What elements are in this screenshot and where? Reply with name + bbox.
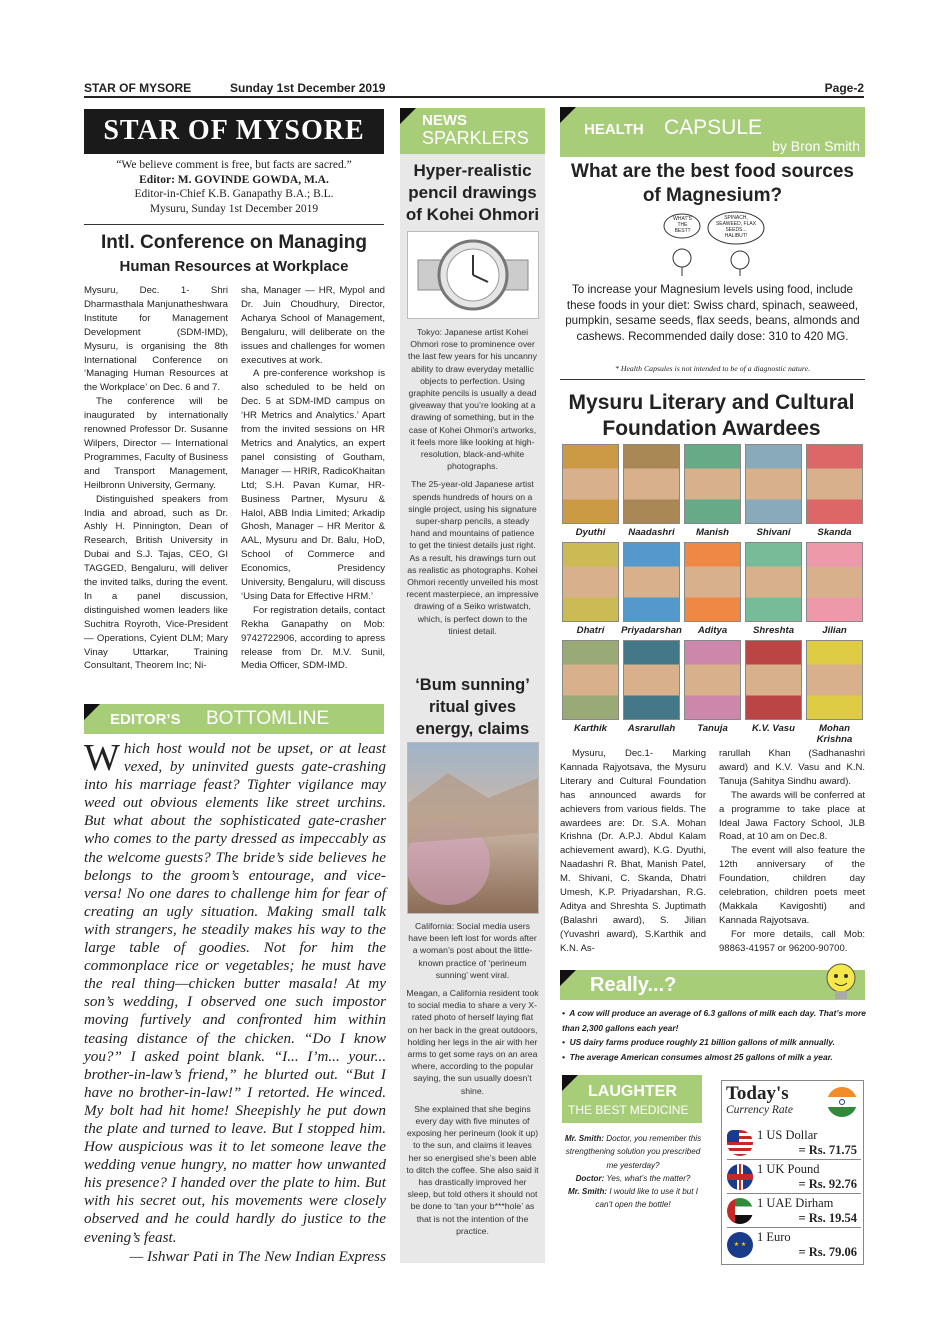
bottomline-article: Which host would not be upset, or at least vexed, by uninvited guests gate-crashing into his marriage feast? Tighter vigilance may weed out obvious elements like street urchins. But what about the sophisticated gate-crasher who comes to the party dressed as impeccably as the welcome guests? The bride’s side believes he belongs to the groom’s entourage, and vice-versa! No one dares to challenge him for fear of creating an ugly situation. Making small talk with strangers, he steadily makes his way to the large table of goodies. Not for him the commonplace rice or vegetables; he must have the real thing—chicken butter masala! At my son’s wedding, I observed one such impostor moving furtively and confronted him within teasing distance of the chicken. “Do I know you?” I asked point blank. “I... I’m... your... brother-in-law’s friend,” he blurted out. “But I have no brother-in-law!” I retorted. He winced. My bolt had hit home! Sheepishly he put down the plate and turned to leave. But I stopped him. How auspicious was it to let someone leave the wedding venue hungry, no matter how unwanted his presence? I handed over the plate to him. But with his secret out, his movements were closely observed and he could hardly do justice to the evening’s feast. — Ishwar Pati in The New Indian Express bbox=[84, 737, 386, 1265]
paper-name: STAR OF MYSORE bbox=[84, 81, 192, 95]
awardee-photo bbox=[623, 542, 680, 622]
health-byline: by Bron Smith bbox=[772, 138, 860, 154]
masthead-banner: STAR OF MYSORE bbox=[84, 109, 384, 154]
milk-facts bbox=[562, 1006, 867, 1064]
awardee-name: Asrarullah bbox=[627, 723, 676, 734]
awardees-column-2: rarullah Khan (Sadhanashri award) and K.V. Vasu and K.N. Tanuja (Sahitya Sindhu award). The awards will be conferred at a programme to take place at Ideal Jawa Factory School, JLB Road, at 10 am on Dec.8. The event will also feature the 12th anniversary of the Foundation, children day celebration, children poets meet (Makkala Kavigoshti) and Kannada Rajyotsava. For more details, call Mob: 98863-41957 or 96200-90700. bbox=[719, 748, 865, 954]
bum-sunning-headline: ‘Bum sunning’ ritual gives energy, claims bbox=[415, 676, 530, 738]
laughter-banner bbox=[562, 1075, 702, 1123]
awardee-name: Naadashri bbox=[628, 527, 675, 538]
chief-editor-line: Editor-in-Chief K.B. Ganapathy B.A.; B.L. bbox=[134, 188, 334, 200]
awardee-photo bbox=[684, 542, 741, 622]
awardee-photo bbox=[562, 640, 619, 720]
bottomline-label-2: BOTTOMLINE bbox=[206, 708, 330, 729]
bottomline-label-1: EDITOR’S bbox=[110, 711, 181, 728]
uk-flag-icon bbox=[727, 1164, 753, 1190]
news-label-1: NEWS bbox=[422, 112, 467, 129]
laughter-label-2: THE BEST MEDICINE bbox=[568, 1103, 689, 1117]
awardee-photo bbox=[806, 640, 863, 720]
awardee-photo bbox=[745, 640, 802, 720]
news-sparklers-banner bbox=[400, 108, 545, 154]
rate-row-eur: ★ ★ 1 Euro = Rs. 79.06 bbox=[727, 1229, 861, 1262]
india-flag-icon bbox=[827, 1087, 857, 1117]
awardee-name: Manish bbox=[695, 527, 730, 538]
health-cartoon bbox=[662, 210, 766, 276]
awardee-photos bbox=[560, 444, 865, 744]
bum-sunning-article: California: Social media users have been left lost for words after a woman’s post about the little-known practice of ‘perineum sunning’ went viral. Meagan, a California resident took to social media to share a very X-rated photo of herself laying flat on her back in the great outdoors, holding her legs in the air with her arms to get some rays on an area where, according to the popular saying, the sun usually doesn’t shine. She explained that she begins every day with five minutes of exposing her perineum (look it up) to the sun, and claims it leaves her so energised she’s been able to ditch the coffee. She also said it has drastically improved her sleep, but told others it should not be done to ‘tan your b***hole’ as that is not the intention of the practice. bbox=[406, 921, 539, 1236]
us-flag-icon bbox=[727, 1130, 753, 1156]
health-capsule-banner bbox=[560, 107, 865, 157]
health-title: What are the best food sources of Magnesium? bbox=[571, 161, 854, 206]
awardee-name: Dyuthi bbox=[575, 527, 606, 538]
conference-subheadline: Human Resources at Workplace bbox=[119, 258, 349, 275]
drop-cap: W bbox=[84, 737, 120, 779]
awardee-photo bbox=[806, 444, 863, 524]
woman-outdoors-photo bbox=[407, 742, 539, 914]
really-label: Really...? bbox=[590, 974, 677, 996]
awardee-photo bbox=[684, 640, 741, 720]
bottomline-banner bbox=[84, 704, 384, 734]
awardee-name: Priyadarshan bbox=[621, 625, 682, 636]
awardee-photo bbox=[745, 444, 802, 524]
awardee-photo bbox=[806, 542, 863, 622]
awardee-name: Shivani bbox=[756, 527, 791, 538]
awardee-photo bbox=[623, 444, 680, 524]
awardee-name: Karthik bbox=[573, 723, 608, 734]
laughter-label-1: LAUGHTER bbox=[588, 1083, 677, 1100]
rate-row-gbp: 1 UK Pound = Rs. 92.76 bbox=[727, 1161, 861, 1194]
health-disclaimer: * Health Capsules is not intended to be of a diagnostic nature. bbox=[614, 364, 811, 373]
rate-row-usd: 1 US Dollar = Rs. 71.75 bbox=[727, 1127, 861, 1160]
awardees-column-1: Mysuru, Dec.1- Marking Kannada Rajyotsava, the Mysuru Literary and Cultural Foundation has announced awards for achievers from various fields. The awardees are: Dr. S.A. Mohan Krishna (Dr. A.P.J. Abdul Kalam achievement award), K.G. Dyuthi, Naadashri R. Bhat, Manish Patel, M. Shivani, C. Skanda, Dhatri Umesh, K.P. Priyadarshan, R.G. Aditya and Shreshta S. Juptimath (Balashri award), S. Jilian (Yuvashri award), S.Karthik and K.N. As- bbox=[560, 748, 706, 954]
rate-title: Today's bbox=[726, 1083, 789, 1104]
awardee-name: Mohan Krishna bbox=[816, 723, 853, 745]
rate-subtitle: Currency Rate bbox=[726, 1104, 793, 1116]
dateline: Mysuru, Sunday 1st December 2019 bbox=[149, 202, 319, 215]
health-label-2: CAPSULE bbox=[664, 116, 763, 139]
health-text: To increase your Magnesium levels using food, include these foods in your diet: Swiss chard, spinach, seaweed, pumpkin, sesame seeds, flax seeds, beans, almonds and cashews. Recommended daily dose: 310 to 420 MG. bbox=[565, 283, 860, 343]
conference-column-2: sha, Manager — HR, Mypol and Dr. Juin Choudhury, Director, Acharya School of Management, Bengaluru, will deliberate on the issues and challenges for women executives at work. A pre-conference workshop is also scheduled to be held on Dec. 5 at SDM-IMD campus on ‘HR Metrics and Analytics.’ Apart from the invited sessions on HR Metrics and Analytics, an expert panel consisting of Goutham, Manager — HRIR, RadicoKhaitan Ltd; S.H. Pavan Kumar, HR-Business Partner, Mysuru & Halol, ABB India Limited; Arkadip Ghosh, Manager – HR Meritor & AAL, Mysuru and Dr. Balu, HoD, School of Commerce and Economics, Presidency University, Bengaluru, will discuss ‘Using Data for Effective HRM.’ For registration details, contact Rekha Ganapathy on Mob: 9742722906, according to apress release from Dr. M.V. Sunil, Media Officer, SDM-IMD. bbox=[241, 285, 385, 672]
awardee-name: Tanuja bbox=[697, 723, 728, 734]
page-header bbox=[84, 78, 864, 98]
awardee-name: Jilian bbox=[822, 625, 847, 636]
cartoon-bubble-2: SPINACH, SEAWEED, FLAX SEEDS... HALIBUT! bbox=[715, 215, 757, 239]
eu-flag-icon: ★ ★ bbox=[727, 1232, 753, 1258]
currency-rate-box bbox=[721, 1080, 864, 1265]
page-number: Page-2 bbox=[824, 81, 864, 95]
issue-date: Sunday 1st December 2019 bbox=[230, 81, 386, 95]
motto: “We believe comment is free, but facts are sacred.” bbox=[116, 159, 352, 171]
fact-item: • US dairy farms produce roughly 21 billion gallons of milk annually. bbox=[562, 1037, 836, 1047]
cartoon-bubble-1: WHAT'S THE BEST? bbox=[673, 216, 692, 234]
awardee-name: K.V. Vasu bbox=[751, 723, 796, 734]
laughter-joke: Mr. Smith: Doctor, you remember this strengthening solution you prescribed me yesterday? Doctor: Yes, what’s the matter? Mr. Smith: I would like to use it but I can’t open the bottle! bbox=[564, 1134, 702, 1210]
kohei-article: Tokyo: Japanese artist Kohei Ohmori rose to prominence over the last few years for his uncanny ability to draw everyday metallic objects to perfection. Using graphite pencils is usually a dead giveaway that you’re looking at a drawing of something, but in the case of Kohei Ohmori’s artworks, it feels more like looking at high-resolution, black-and-white photographs. The 25-year-old Japanese artist spends hundreds of hours on a single project, using his signature super-sharp pencils, a steady hand and mountains of patience to get the tiniest details just right. As a result, his drawings turn out as realistic as photographs. Kohei Ohmori recently unveiled his most recent masterpiece, an impressive drawing of a Seiko wristwatch, which, is perfect down to the tiniest detail. bbox=[406, 327, 539, 636]
awardees-title: Mysuru Literary and Cultural Foundation Awardees bbox=[568, 391, 855, 440]
really-banner bbox=[560, 970, 865, 1000]
editor-line: Editor: M. GOVINDE GOWDA, M.A. bbox=[139, 173, 329, 186]
awardee-name: Skanda bbox=[817, 527, 852, 538]
awardee-photo bbox=[562, 444, 619, 524]
awardee-name: Aditya bbox=[697, 625, 728, 636]
wristwatch-drawing bbox=[407, 231, 539, 319]
uae-flag-icon bbox=[727, 1198, 753, 1224]
awardee-photo bbox=[745, 542, 802, 622]
rate-row-aed: 1 UAE Dirham = Rs. 19.54 bbox=[727, 1195, 861, 1228]
news-label-2: SPARKLERS bbox=[422, 128, 529, 148]
fact-item: • The average American consumes almost 25 gallons of milk a year. bbox=[562, 1051, 833, 1062]
fact-item: • A cow will produce an average of 6.3 gallons of milk each day. That’s more than 2,300 gallons each year! bbox=[562, 1008, 866, 1033]
awardee-name: Shreshta bbox=[752, 625, 795, 636]
awardee-photo bbox=[562, 542, 619, 622]
divider bbox=[560, 379, 865, 380]
lightbulb-icon bbox=[822, 962, 860, 1002]
awardee-name: Dhatri bbox=[576, 625, 605, 636]
awardee-photo bbox=[623, 640, 680, 720]
divider bbox=[84, 224, 384, 225]
awardee-photo bbox=[684, 444, 741, 524]
bottomline-credit: — Ishwar Pati in The New Indian Express bbox=[129, 1247, 386, 1265]
conference-column-1: Mysuru, Dec. 1- Shri Dharmasthala Manjunatheshwara Institute for Management Development (SDM-IMD), Mysuru, is organising the 8th International Conference on ‘Managing Human Resources at the Workplace’ on Dec. 6 and 7. The conference will be inaugurated by internationally renowned Professor Dr. Susanne Wilpers, Director — International Programmes, Faculty of Business and Transport Management, Heilbronn University, Germany. Distinguished speakers from India and abroad, such as Dr. Ashly H. Pinnington, Dean of Research, British University in Dubai and S.J. Tajas, CEO, GI TAGGED, Bengaluru, will deliver the invited talks, during the event. In a panel discussion, distinguished women leaders like Suchitra Royroth, Vice-President — Operations, Cyient DLM; Mary Vinay Uttarkar, Training Consultant, Theorem Inc; Ni- bbox=[84, 285, 228, 672]
health-label-1: HEALTH bbox=[584, 121, 644, 138]
editorial-info bbox=[84, 158, 384, 216]
kohei-headline: Hyper-realistic pencil drawings of Kohei Ohmori bbox=[405, 161, 540, 224]
conference-headline: Intl. Conference on Managing bbox=[100, 232, 367, 253]
